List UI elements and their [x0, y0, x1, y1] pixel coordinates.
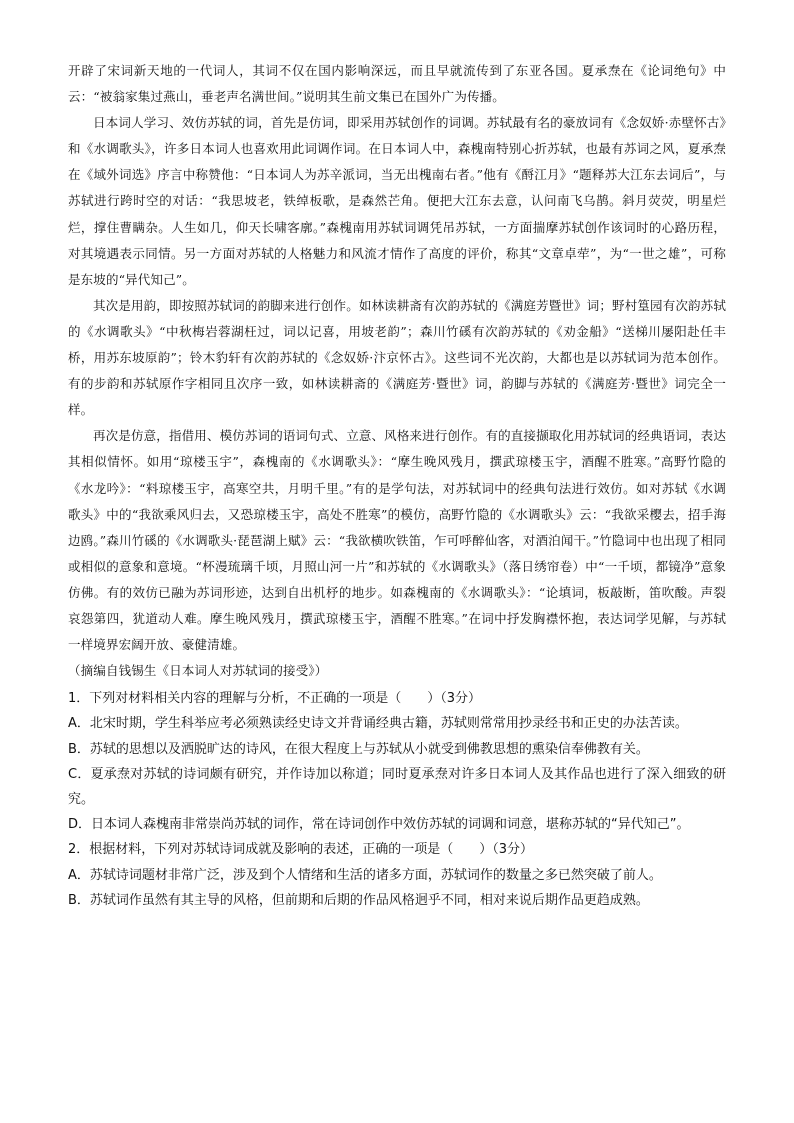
- question-1: [68, 686, 726, 837]
- question-stem: 2．根据材料，下列对苏轼诗词成就及影响的表述，正确的一项是（ ）（3分）: [68, 842, 534, 858]
- question-list: [68, 686, 726, 913]
- passage-paragraph: 日本词人学习、效仿苏轼的词，首先是仿词，即采用苏轼创作的词调。苏轼最有名的豪放词有《念奴娇·赤壁怀古》和《水调歌头》，许多日本词人也喜欢用此词调作词。在日本词人中，森槐南特别心折苏轼，也最有苏词之风，夏承焘在《域外词选》序言中称赞他：“日本词人为苏辛派词，当无出槐南右者。”他有《酹江月》“题释苏大江东去词后”，与苏轼进行跨时空的对话：“我思坡老，铁绰板歌，是森然芒角。便把大江东去意，认问南飞乌鹊。斜月荧荧，明星烂烂，撑住曹瞒杂。人生如几，仰天长啸客廓。”森槐南用苏轼词调凭吊苏轼，一方面揣摩苏轼创作该词时的心路历程，对其境遇表示同情。另一方面对苏轼的人格魅力和风流才情作了高度的评价，称其“文章卓荦”，为“一世之雄”，可称是东坡的“异代知己”。: [68, 115, 726, 287]
- option-d: D．日本词人森槐南非常崇尚苏轼的词作，常在诗词创作中效仿苏轼的词调和词意，堪称苏轼的“异代知己”。: [68, 817, 690, 833]
- question-stem: 1．下列对材料相关内容的理解与分析，不正确的一项是（ ）（3分）: [68, 691, 482, 707]
- passage-paragraph: 其次是用韵，即按照苏轼词的韵脚来进行创作。如林读耕斋有次韵苏轼的《满庭芳暨世》词；野村篁园有次韵苏轼的《水调歌头》“中秋梅岩蓉湖枉过，词以记喜，用坡老韵”；森川竹磎有次韵苏轼的《劝金船》“送梯川屡阳赴任丰桥，用苏东坡原韵”；铃木豹轩有次韵苏轼的《念奴娇·汴京怀古》。这些词不光次韵，大都也是以苏轼词为范本创作。有的步韵和苏轼原作字相同且次序一致，如林读耕斋的《满庭芳·暨世》词，韵脚与苏轼的《满庭芳·暨世》词完全一样。: [68, 297, 726, 418]
- option-a: A．北宋时期，学生科举应考必须熟读经史诗文并背诵经典古籍，苏轼则常常用抄录经书和正史的办法苦读。: [68, 716, 688, 732]
- reading-passage: [68, 58, 726, 684]
- question-2: [68, 837, 726, 913]
- passage-source: （摘编自钱锡生《日本词人对苏轼词的接受》）: [68, 663, 328, 679]
- option-c: C．夏承焘对苏轼的诗词颇有研究，并作诗加以称道；同时夏承焘对许多日本词人及其作品也进行了深入细致的研究。: [68, 766, 726, 808]
- passage-paragraph: 开辟了宋词新天地的一代词人，其词不仅在国内影响深远，而且早就流传到了东亚各国。夏承焘在《论词绝句》中云：“被翁家集过燕山，垂老声名满世间。”说明其生前文集已在国外广为传播。: [68, 63, 726, 105]
- option-a: A．苏轼诗词题材非常广泛，涉及到个人情绪和生活的诸多方面，苏轼词作的数量之多已然突破了前人。: [68, 867, 662, 883]
- option-b: B．苏轼的思想以及洒脱旷达的诗风，在很大程度上与苏轼从小就受到佛教思想的熏染信奉佛教有关。: [68, 741, 649, 757]
- passage-paragraph: 再次是仿意，指借用、模仿苏词的语词句式、立意、风格来进行创作。有的直接撷取化用苏轼词的经典语词，表达其相似情怀。如用“琼楼玉宇”，森槐南的《水调歌头》：“摩生晚风残月，撰武琼楼玉宇，酒醒不胜寒。”高野竹隐的《水龙吟》：“料琼楼玉宇，高寒空共，月明千里。”有的是学句法，对苏轼词中的经典句法进行效仿。如对苏轼《水调歌头》中的“我欲乘风归去，又恐琼楼玉宇，高处不胜寒”的模仿，高野竹隐的《水调歌头》云：“我欲采樱去，招手海边鸥。”森川竹磎的《水调歌头·琵琶湖上赋》云：“我欲横吹铁笛，乍可呼醉仙客，对酒泊闻干。”竹隐词中也出现了相同或相似的意象和意境。“杯漫琉璃千顷，月照山河一片”和苏轼的《水调歌头》（落日绣帘卷）中“一千顷，都镜净”意象仿佛。有的效仿已融为苏词形迹，达到自出机杼的地步。如森槐南的《水调歌头》：“论填词，板敲断，笛吹酸。声裂哀怨第四，犹道动人难。摩生晚风残月，撰武琼楼玉宇，酒醒不胜寒。”在词中抒发胸襟怀抱，表达词学见解，与苏轼一样境界宏阔开放、豪健清雄。: [68, 428, 726, 653]
- option-b: B．苏轼词作虽然有其主导的风格，但前期和后期的作品风格迥乎不同，相对来说后期作品更趋成熟。: [68, 892, 649, 908]
- document-page: [68, 58, 726, 913]
